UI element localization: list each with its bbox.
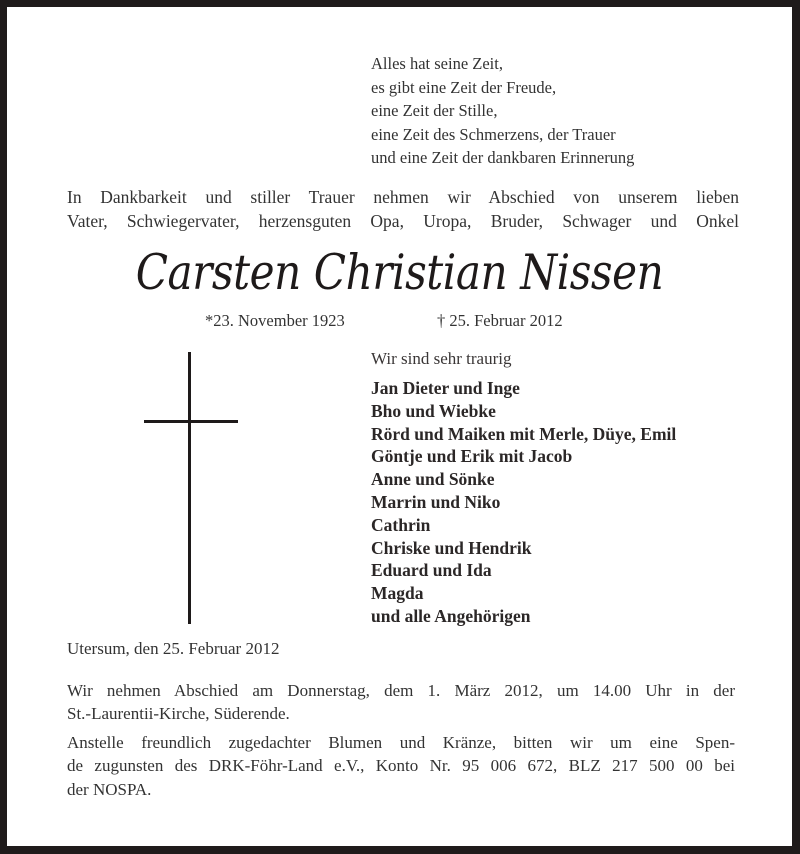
poem-line: Alles hat seine Zeit, <box>371 54 503 73</box>
poem <box>371 52 634 170</box>
donation-line: Anstelle freundlich zugedachter Blumen und Kränze, bitten wir um eine Spen- <box>67 733 735 752</box>
mourner: und alle Angehörigen <box>371 605 531 626</box>
mourner: Jan Dieter und Inge <box>371 378 520 398</box>
cross-vertical-bar <box>188 352 191 624</box>
funeral-line: Wir nehmen Abschied am Donnerstag, dem 1. März 2012, um 14.00 Uhr in der <box>67 681 735 700</box>
mourner: Cathrin <box>371 514 431 535</box>
poem-line: und eine Zeit der dankbaren Erinnerung <box>371 148 635 167</box>
mourners-list <box>371 377 676 628</box>
mourner: Anne und Sönke <box>371 469 495 490</box>
poem-line: eine Zeit des Schmerzens, der Trauer <box>371 124 616 144</box>
poem-line: eine Zeit der Stille, <box>371 101 498 120</box>
intro-line: Vater, Schwiegervater, herzensguten Opa, Uropa, Bruder, Schwager und Onkel <box>67 211 739 231</box>
mourner: Bho und Wiebke <box>371 400 496 421</box>
donation-info <box>67 731 735 801</box>
mourner: Rörd und Maiken mit Merle, Düye, Emil <box>371 423 677 444</box>
mourner: Magda <box>371 583 424 604</box>
funeral-line: St.-Laurentii-Kirche, Süderende. <box>67 704 290 724</box>
mourner: Chriske und Hendrik <box>371 537 532 558</box>
funeral-info <box>67 679 735 726</box>
deceased-name: Carsten Christian Nissen <box>135 244 664 301</box>
donation-line: der NOSPA. <box>67 779 152 799</box>
donation-line: de zugunsten des DRK-Föhr-Land e.V., Konto Nr. 95 006 672, BLZ 217 500 00 bei <box>67 756 735 776</box>
obituary-notice <box>7 7 792 846</box>
intro-text <box>67 185 739 233</box>
mourner: Göntje und Erik mit Jacob <box>371 446 573 467</box>
intro-line: In Dankbarkeit und stiller Trauer nehmen wir Abschied von unserem lieben <box>67 187 739 207</box>
cross-horizontal-bar <box>144 420 238 423</box>
mourner: Marrin und Niko <box>371 491 501 512</box>
death-date: † 25. Februar 2012 <box>437 311 563 330</box>
place-date: Utersum, den 25. Februar 2012 <box>67 639 280 658</box>
birth-date: *23. November 1923 <box>205 311 345 330</box>
poem-line: es gibt eine Zeit der Freude, <box>371 77 557 97</box>
mourners-intro: Wir sind sehr traurig <box>371 349 512 368</box>
mourner: Eduard und Ida <box>371 560 492 581</box>
